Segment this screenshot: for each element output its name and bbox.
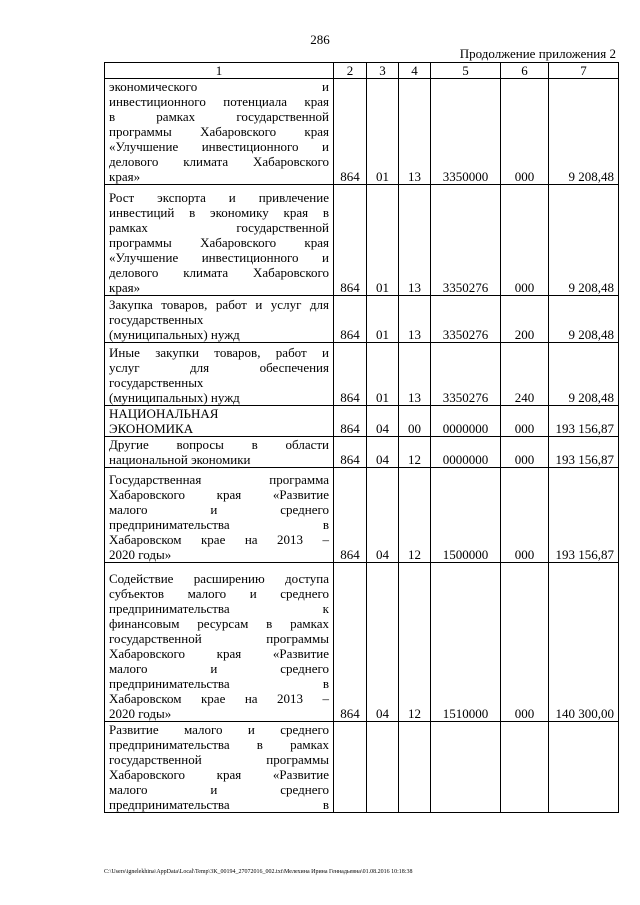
description-line: предпринимательства в [109,797,329,812]
department-code: 864 [334,185,367,296]
description-line: инвестиций в экономику края в [109,205,329,220]
description-line: Содействие расширению доступа [109,571,329,586]
description-line: предпринимательства в рамках [109,737,329,752]
row-description [105,406,334,437]
table-row [105,722,619,813]
target-article-code: 1510000 [431,563,501,722]
amount: 9 208,48 [549,185,619,296]
subsection-code: 13 [399,296,431,343]
column-header: 1 [105,63,334,79]
expense-type-code: 000 [501,468,549,563]
description-line: национальной экономики [109,452,251,467]
description-line: Рост экспорта и привлечение [109,190,329,205]
description-line: малого и среднего [109,502,329,517]
expense-type-code: 000 [501,437,549,468]
section-code [367,722,399,813]
description-line: услуг для обеспечения [109,360,329,375]
description-line: малого и среднего [109,661,329,676]
description-line: (муниципальных) нужд [109,327,240,342]
subsection-code: 12 [399,437,431,468]
continuation-label: Продолжение приложения 2 [459,46,616,61]
description-line: государственных [109,375,204,390]
section-code: 01 [367,343,399,406]
table-row [105,468,619,563]
description-line: «Улучшение инвестиционного и [109,139,329,154]
expense-type-code [501,722,549,813]
target-article-code: 3350276 [431,343,501,406]
description-line: программы Хабаровского края [109,124,329,139]
subsection-code: 00 [399,406,431,437]
department-code: 864 [334,563,367,722]
column-header: 5 [431,63,501,79]
description-line: Хабаровского края «Развитие [109,646,329,661]
table-row [105,185,619,296]
description-line: государственных [109,312,204,327]
description-line: субъектов малого и среднего [109,586,329,601]
subsection-code: 13 [399,343,431,406]
section-code: 04 [367,468,399,563]
column-header: 7 [549,63,619,79]
section-code: 01 [367,79,399,185]
section-code: 01 [367,296,399,343]
target-article-code: 1500000 [431,468,501,563]
row-description [105,343,334,406]
department-code: 864 [334,437,367,468]
expense-type-code: 240 [501,343,549,406]
row-description [105,296,334,343]
description-line: делового климата Хабаровского [109,154,329,169]
target-article-code: 3350276 [431,185,501,296]
description-line: делового климата Хабаровского [109,265,329,280]
subsection-code: 13 [399,185,431,296]
expense-type-code: 200 [501,296,549,343]
description-line: Иные закупки товаров, работ и [109,345,329,360]
expense-type-code: 000 [501,79,549,185]
amount [549,722,619,813]
department-code: 864 [334,296,367,343]
budget-table [104,62,619,813]
description-line: финансовым ресурсам в рамках [109,616,329,631]
expense-type-code: 000 [501,185,549,296]
expense-type-code: 000 [501,563,549,722]
amount: 140 300,00 [549,563,619,722]
description-line: края» [109,280,141,295]
row-description [105,722,334,813]
subsection-code [399,722,431,813]
description-line: предпринимательства в [109,517,329,532]
column-header: 6 [501,63,549,79]
column-header: 3 [367,63,399,79]
row-description [105,468,334,563]
description-line: Хабаровском крае на 2013 – [109,691,329,706]
description-line: Другие вопросы в области [109,437,329,452]
description-line: малого и среднего [109,782,329,797]
description-line: Развитие малого и среднего [109,722,329,737]
amount: 9 208,48 [549,343,619,406]
description-line: Хабаровском крае на 2013 – [109,532,329,547]
target-article-code: 0000000 [431,437,501,468]
subsection-code: 13 [399,79,431,185]
description-line: государственной программы [109,631,329,646]
expense-type-code: 000 [501,406,549,437]
description-line: в рамках государственной [109,109,329,124]
file-path-footer: C:\Users\ignelekhina\AppData\Local\Temp\3K_00194_27072016_002.txt\Мелехина Ирина Геннадьевна\01.08.2016 10:18:38 [104,869,413,875]
section-code: 04 [367,437,399,468]
description-line: Государственная программа [109,472,329,487]
row-description [105,437,334,468]
page-number: 286 [310,32,330,47]
description-line: предпринимательства в [109,676,329,691]
department-code: 864 [334,79,367,185]
description-line: предпринимательства к [109,601,329,616]
description-line: Хабаровского края «Развитие [109,487,329,502]
description-line: НАЦИОНАЛЬНАЯ [109,406,219,421]
table-row [105,406,619,437]
target-article-code: 0000000 [431,406,501,437]
section-code: 04 [367,406,399,437]
department-code: 864 [334,406,367,437]
description-line: 2020 годы» [109,706,172,721]
column-header: 2 [334,63,367,79]
description-line: 2020 годы» [109,547,172,562]
description-line: края» [109,169,141,184]
description-line: программы Хабаровского края [109,235,329,250]
subsection-code: 12 [399,563,431,722]
section-code: 04 [367,563,399,722]
target-article-code: 3350000 [431,79,501,185]
amount: 9 208,48 [549,79,619,185]
amount: 9 208,48 [549,296,619,343]
department-code: 864 [334,343,367,406]
description-line: ЭКОНОМИКА [109,421,194,436]
description-line: Закупка товаров, работ и услуг для [109,297,329,312]
table-row [105,563,619,722]
department-code [334,722,367,813]
table-row [105,79,619,185]
department-code: 864 [334,468,367,563]
description-line: «Улучшение инвестиционного и [109,250,329,265]
amount: 193 156,87 [549,468,619,563]
description-line: государственной программы [109,752,329,767]
column-header: 4 [399,63,431,79]
subsection-code: 12 [399,468,431,563]
row-description [105,79,334,185]
table-header-row [105,63,619,79]
row-description [105,185,334,296]
amount: 193 156,87 [549,437,619,468]
table-row [105,296,619,343]
amount: 193 156,87 [549,406,619,437]
description-line: экономического и [109,79,329,94]
description-line: инвестиционного потенциала края [109,94,329,109]
target-article-code [431,722,501,813]
description-line: (муниципальных) нужд [109,390,240,405]
description-line: рамках государственной [109,220,329,235]
row-description [105,563,334,722]
description-line: Хабаровского края «Развитие [109,767,329,782]
target-article-code: 3350276 [431,296,501,343]
table-row [105,343,619,406]
table-row [105,437,619,468]
section-code: 01 [367,185,399,296]
